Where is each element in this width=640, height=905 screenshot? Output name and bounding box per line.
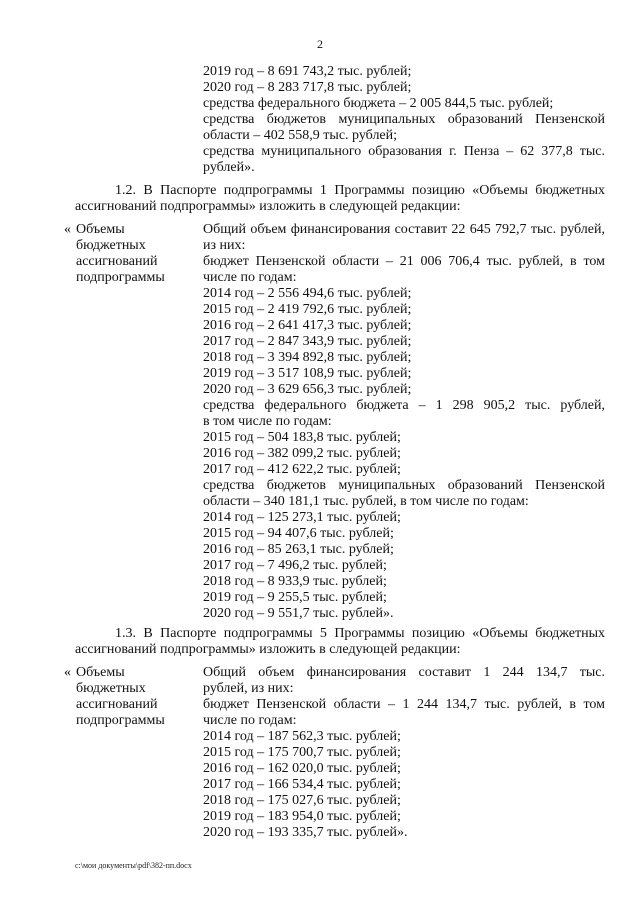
content-line: рублей, из них: xyxy=(203,681,294,696)
content-line: 2019 год – 3 517 108,9 тыс. рублей; xyxy=(203,366,412,381)
content-line: 2014 год – 2 556 494,6 тыс. рублей; xyxy=(203,286,412,301)
paragraph-line: ассигнований подпрограммы» изложить в следующей редакции: xyxy=(75,642,461,657)
content-line: бюджет Пензенской области – 1 244 134,7 тыс. рублей, в том xyxy=(203,697,605,712)
content-line: бюджет Пензенской области – 21 006 706,4 тыс. рублей, в том xyxy=(203,254,605,269)
page-number: 2 xyxy=(317,37,323,51)
content-line: 2016 год – 382 099,2 тыс. рублей; xyxy=(203,446,401,461)
content-line: области – 340 181,1 тыс. рублей, в том числе по годам: xyxy=(203,494,529,509)
text-line: 2019 год – 8 691 743,2 тыс. рублей; xyxy=(203,64,412,79)
content-line: 2017 год – 2 847 343,9 тыс. рублей; xyxy=(203,334,412,349)
content-line: из них: xyxy=(203,238,246,253)
label-line: ассигнований xyxy=(76,697,158,712)
content-line: средства федерального бюджета – 1 298 905,2 тыс. рублей, xyxy=(203,398,605,413)
content-line: Общий объем финансирования составит 22 645 792,7 тыс. рублей, xyxy=(203,222,605,237)
text-line: средства муниципального образования г. Пенза – 62 377,8 тыс. xyxy=(203,144,605,159)
text-line: средства федерального бюджета – 2 005 844,5 тыс. рублей; xyxy=(203,96,554,111)
text-line: 2020 год – 8 283 717,8 тыс. рублей; xyxy=(203,80,412,95)
content-line: 2015 год – 504 183,8 тыс. рублей; xyxy=(203,430,401,445)
content-line: 2016 год – 85 263,1 тыс. рублей; xyxy=(203,542,394,557)
label-line: Объемы xyxy=(76,222,125,237)
content-line: 2014 год – 187 562,3 тыс. рублей; xyxy=(203,729,401,744)
row-label xyxy=(76,222,165,286)
label-line: подпрограммы xyxy=(76,270,165,285)
content-line: 2019 год – 183 954,0 тыс. рублей; xyxy=(203,809,401,824)
label-line: ассигнований xyxy=(76,254,158,269)
content-line: 2018 год – 8 933,9 тыс. рублей; xyxy=(203,574,387,589)
content-line: 2020 год – 3 629 656,3 тыс. рублей; xyxy=(203,382,412,397)
paragraph-line: 1.2. В Паспорте подпрограммы 1 Программы позицию «Объемы бюджетных xyxy=(115,183,605,198)
text-line: области – 402 558,9 тыс. рублей; xyxy=(203,128,398,143)
quote-mark: « xyxy=(64,665,71,680)
label-line: бюджетных xyxy=(76,238,146,253)
content-line: 2015 год – 175 700,7 тыс. рублей; xyxy=(203,745,401,760)
paragraph-line: ассигнований подпрограммы» изложить в следующей редакции: xyxy=(75,199,461,214)
content-line: 2018 год – 175 027,6 тыс. рублей; xyxy=(203,793,401,808)
paragraph-1-3 xyxy=(75,626,605,658)
content-line: 2017 год – 7 496,2 тыс. рублей; xyxy=(203,558,387,573)
content-line: 2015 год – 2 419 792,6 тыс. рублей; xyxy=(203,302,412,317)
content-line: 2018 год – 3 394 892,8 тыс. рублей; xyxy=(203,350,412,365)
content-line: 2020 год – 9 551,7 тыс. рублей». xyxy=(203,606,394,621)
content-line: 2017 год – 166 534,4 тыс. рублей; xyxy=(203,777,401,792)
row-content xyxy=(203,665,605,841)
content-line: 2019 год – 9 255,5 тыс. рублей; xyxy=(203,590,387,605)
content-line: в том числе по годам: xyxy=(203,414,332,429)
content-line: 2020 год – 193 335,7 тыс. рублей». xyxy=(203,825,408,840)
text-line: рублей». xyxy=(203,160,255,175)
text-line: средства бюджетов муниципальных образований Пензенской xyxy=(203,112,605,127)
label-line: бюджетных xyxy=(76,681,146,696)
quote-mark: « xyxy=(64,222,71,237)
content-line: Общий объем финансирования составит 1 244 134,7 тыс. xyxy=(203,665,605,680)
label-line: Объемы xyxy=(76,665,125,680)
content-line: 2015 год – 94 407,6 тыс. рублей; xyxy=(203,526,394,541)
content-line: средства бюджетов муниципальных образований Пензенской xyxy=(203,478,605,493)
content-line: 2016 год – 162 020,0 тыс. рублей; xyxy=(203,761,401,776)
footer-file-path: c:\мои документы\pdf\382-пп.docx xyxy=(75,861,192,870)
row-label xyxy=(76,665,165,729)
label-line: подпрограммы xyxy=(76,713,165,728)
content-line: 2017 год – 412 622,2 тыс. рублей; xyxy=(203,462,401,477)
paragraph-1-2 xyxy=(75,183,605,215)
content-line: числе по годам: xyxy=(203,270,297,285)
content-line: 2014 год – 125 273,1 тыс. рублей; xyxy=(203,510,401,525)
content-line: числе по годам: xyxy=(203,713,297,728)
top-funding-block xyxy=(203,64,605,176)
row-content xyxy=(203,222,605,622)
content-line: 2016 год – 2 641 417,3 тыс. рублей; xyxy=(203,318,412,333)
paragraph-line: 1.3. В Паспорте подпрограммы 5 Программы позицию «Объемы бюджетных xyxy=(115,626,605,641)
